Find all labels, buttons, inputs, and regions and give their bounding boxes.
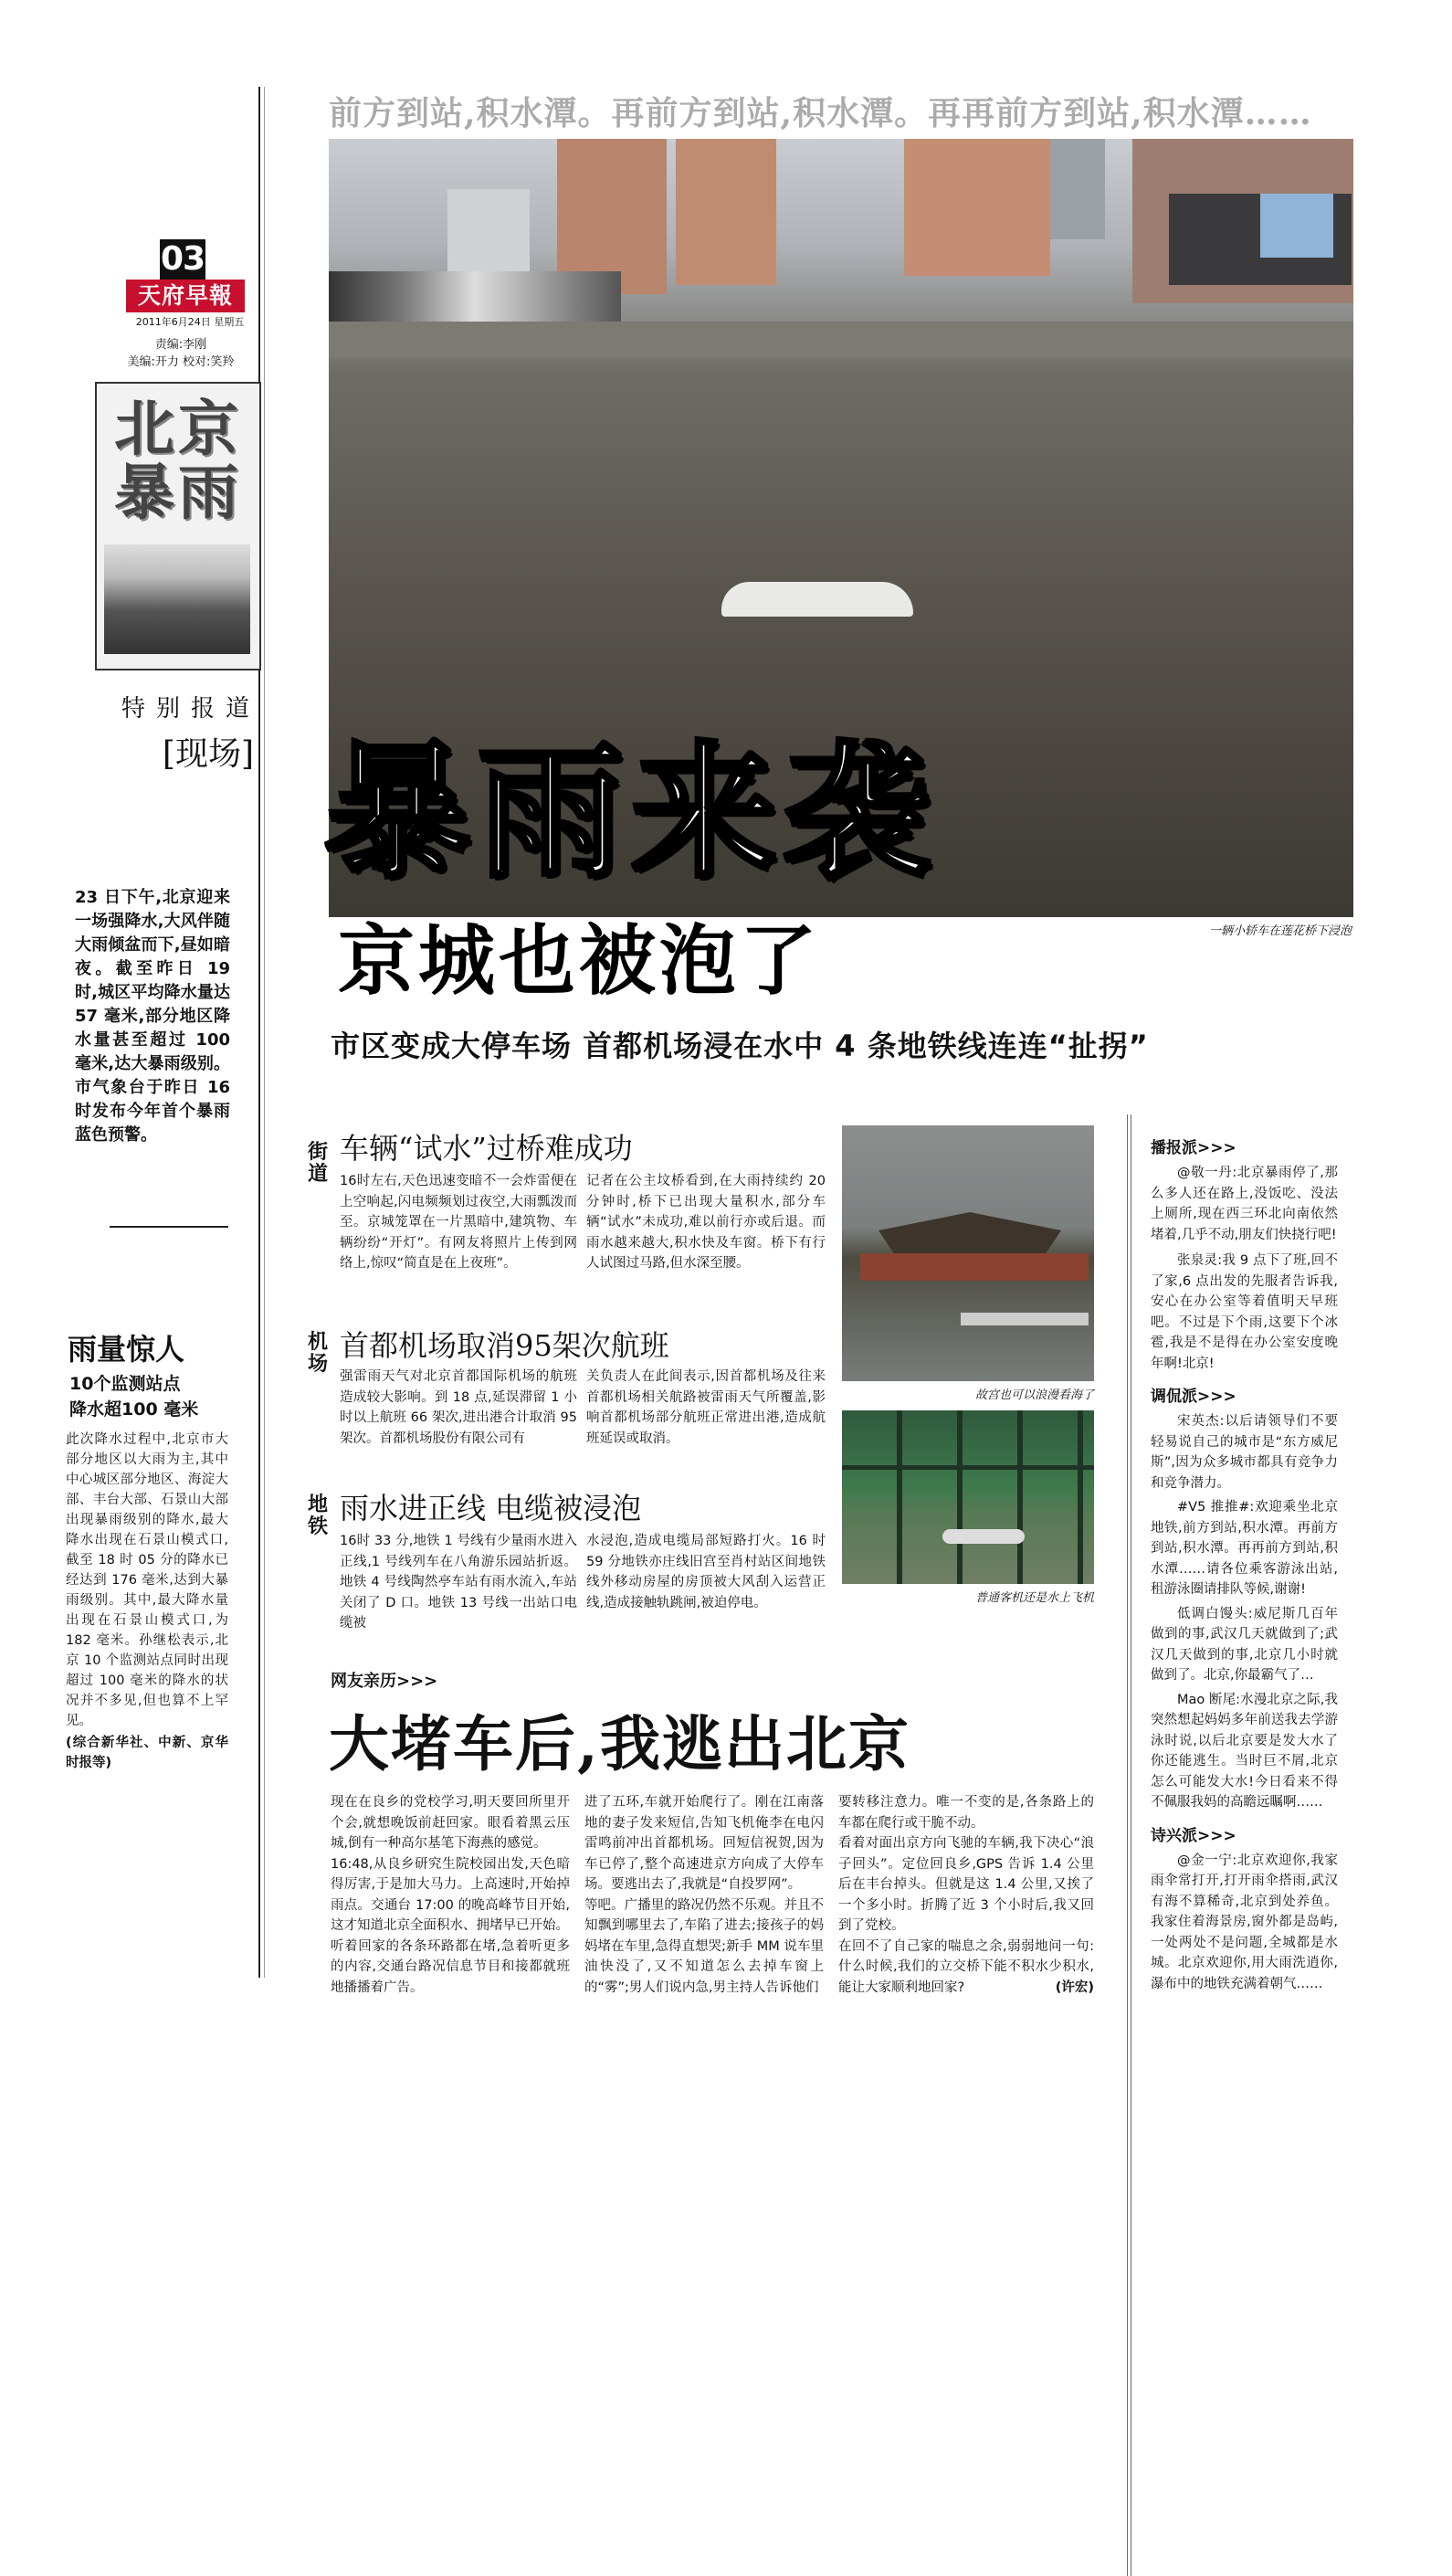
airport-photo <box>842 1410 1094 1584</box>
section-title-airport: 首都机场取消95架次航班 <box>340 1328 669 1363</box>
section-logo-line2: 暴雨 <box>114 457 242 528</box>
main-photo-caption: 一辆小轿车在莲花桥下浸泡 <box>1208 924 1352 938</box>
section-title-subway: 雨水进正线 电缆被浸泡 <box>340 1491 642 1526</box>
group-head-tease: 调侃派>>> <box>1151 1388 1236 1406</box>
rain-box-source: (综合新华社、中新、京华时报等) <box>66 1736 228 1770</box>
story-col2: 进了五环,车就开始爬行了。刚在江南落地的妻子发来短信,告知飞机俺李在电闪雷鸣前冲出首都机场。回短信祝贺,因为车已停了,整个高速进京方向成了大停车场。要逃出去了,我就是“自投罗网”。 等吧。广播里的路况仍然不乐观。并且不知飘到哪里去了,车陷了进去;接孩子的妈妈堵在车里,急得直想哭;新手 MM 说车里油快没了,又不知道怎么去掉车窗上的“雾”;男人们说内急,男主持人告诉他们 <box>584 1795 824 1995</box>
editor-credit: 责编:李刚 <box>154 338 207 352</box>
paper-name: 天府早報 <box>126 280 245 312</box>
microblog-entry: Mao 断尾:水漫北京之际,我突然想起妈妈多年前送我去学游泳时说,以后北京要是发大水了你还能逃生。当时巨不屑,北京怎么可能发大水!今日看来不得不佩服我妈的高瞻远瞩啊…… <box>1151 1692 1338 1810</box>
section-street-col1: 16时左右,天色迅速变暗不一会炸雷便在上空响起,闪电频频划过夜空,大雨瓢泼而至。京城笼罩在一片黑暗中,建筑物、车辆纷纷“开灯”。有网友将照片上传到网络上,惊叹“简直是在上夜班”。 <box>340 1174 577 1271</box>
group-head-broadcast: 播报派>>> <box>1151 1139 1236 1157</box>
paper-date: 2011年6月24日 星期五 <box>135 316 245 328</box>
section-logo-line1: 北京 <box>114 393 242 464</box>
headline-secondary: 京城也被泡了 <box>338 916 821 1006</box>
scene-tag: [现场] <box>162 735 254 773</box>
rain-box-text: 此次降水过程中,北京市大部分地区以大雨为主,其中中心城区部分地区、海淀大部、丰台大部、石景山大部出现暴雨级别的降水,最大降水出现在石景山模式口,截至 18 时 05 分的降水已经达到 176 毫米,达到大暴雨级别。其中,最大降水量出现在石景山模式口,为 182 毫米。孙继松表示,北京 10 个监测站点同时出现超过 100 毫米的降水的状况并不多见,但也算不上罕见。 <box>66 1432 228 1728</box>
section-subway-col1: 16时 33 分,地铁 1 号线有少量雨水进入正线,1 号线列车在八角游乐园站折返。地铁 4 号线陶然亭车站有雨水流入,车站关闭了 D 口。地铁 13 号线一出站口电缆被 <box>340 1534 577 1631</box>
section-tag-subway: 地铁 <box>307 1494 328 1538</box>
microblog-entry: #V5 推推#:欢迎乘坐北京地铁,前方到站,积水潭。再前方到站,积水潭。再再前方到站,积水潭……请各位乘客游泳出站,租游泳圈请排队等候,谢谢! <box>1151 1500 1338 1597</box>
section-logo <box>95 382 261 670</box>
group-head-poetry: 诗兴派>>> <box>1151 1826 1236 1845</box>
microblog-column <box>1151 1135 1338 1994</box>
microblog-entry: 宋英杰:以后请领导们不要轻易说自己的城市是“东方威尼斯”,因为众多城市都具有竞争力和竞争潜力。 <box>1151 1414 1338 1491</box>
top-slogan: 前方到站,积水潭。再前方到站,积水潭。再再前方到站,积水潭…… <box>329 94 1312 132</box>
section-airport-col2: 关负责人在此间表示,因首都机场及往来首都机场相关航路被雷雨天气所覆盖,影响首都机场部分航班正常进出港,造成航班延误或取消。 <box>586 1369 826 1446</box>
design-credit: 美编:开力 校对:笑羚 <box>127 355 235 369</box>
forbidden-city-caption: 故宫也可以浪漫看海了 <box>974 1388 1094 1402</box>
section-tag-street: 街道 <box>307 1141 328 1186</box>
headline-main: 暴雨来袭 <box>324 727 939 898</box>
forbidden-city-photo <box>842 1125 1094 1381</box>
column-rule <box>1127 1114 1128 2576</box>
left-column-rule-thin <box>264 87 265 1978</box>
microblog-entry: 低调白馒头:威尼斯几百年做到的事,武汉几天就做到了;武汉几天做到的事,北京几小时就做到了。北京,你最霸气了… <box>1151 1606 1338 1683</box>
section-tag-airport: 机场 <box>307 1331 328 1376</box>
rain-box-body <box>66 1430 228 1773</box>
section-street-col2: 记者在公主坟桥看到,在大雨持续约 20 分钟时,桥下已出现大量积水,部分车辆“试水”未成功,难以前行亦或后退。而雨水越来越大,积水快及车窗。桥下有行人试图过马路,但水深至腰。 <box>586 1174 826 1271</box>
microblog-entry: @敬一丹:北京暴雨停了,那么多人还在路上,没饭吃、没法上厕所,现在西三环北向南依然堵着,几乎不动,朋友们快挠行吧! <box>1151 1166 1338 1242</box>
rain-box-title: 雨量惊人 <box>68 1332 185 1367</box>
section-logo-text <box>97 393 259 528</box>
headline-deck: 市区变成大停车场 首都机场浸在水中 4 条地铁线连连“扯拐” <box>331 1029 1149 1063</box>
section-title-street: 车辆“试水”过桥难成功 <box>340 1131 633 1166</box>
section-subway-col2: 水浸泡,造成电缆局部短路打火。16 时 59 分地铁亦庄线旧宫至肖村站区间地铁线外移动房屋的房顶被大风刮入运营正线,造成接触轨跳闸,被迫停电。 <box>586 1534 826 1610</box>
story-byline: (许宏) <box>1055 1980 1094 1995</box>
rain-box-sub1: 10个监测站点 <box>69 1374 181 1394</box>
rain-box-sub2: 降水超100 毫米 <box>69 1399 199 1420</box>
story-col3-wrap <box>838 1792 1094 1999</box>
page-number: 03 <box>160 240 205 278</box>
microblog-entry: 张泉灵:我 9 点下了班,回不了家,6 点出发的先服者告诉我,安心在办公室等着值明天早班吧。不过是下个雨,这要下个冰雹,我是不是得在办公室安度晚年啊!北京! <box>1151 1253 1338 1371</box>
left-divider <box>110 1226 228 1228</box>
section-logo-photo <box>104 544 250 654</box>
airport-caption: 普通客机还是水上飞机 <box>974 1591 1094 1605</box>
story-col1: 现在在良乡的党校学习,明天要回所里开个会,就想晚饭前赶回家。眼看着黑云压城,倒有一种高尔基笔下海燕的感觉。 16:48,从良乡研究生院校园出发,天色暗得厉害,于是加大马力。上高速时,开始掉雨点。交通台 17:00 的晚高峰节目开始,这才知道北京全面积水、拥堵早已开始。 听着回家的各条环路都在堵,急着听更多的内容,交通台路况信息节目和接都就班地播播着广告。 <box>331 1795 570 1995</box>
story-col3: 要转移注意力。唯一不变的是,各条路上的车都在爬行或干脆不动。 看着对面出京方向飞驰的车辆,我下决心“浪子回头”。定位回良乡,GPS 告诉 1.4 公里后在丰台掉头。但就是这 1.4 公里,又挨了一个多小时。折腾了近 3 个小时后,我又回到了党校。 在回不了自己家的喘息之余,弱弱地问一句:什么时候,我们的立交桥下能不积水少积水,能让大家顺利地回家? <box>838 1795 1094 1995</box>
special-report-label: 特别报道 <box>121 695 260 723</box>
section-airport-col1: 强雷雨天气对北京首都国际机场的航班造成较大影响。到 18 点,延误滞留 1 小时以上航班 66 架次,进出港合计取消 95 架次。首都机场股份有限公司有 <box>340 1369 577 1446</box>
microblog-entry: @金一宁:北京欢迎你,我家雨伞常打开,打开雨伞搭雨,武汉有海不算稀奇,北京到处养鱼。我家住着海景房,窗外都是岛屿,一处两处不是问题,全城都是水城。北京欢迎你,用大雨洗逍你,瀑布中的地铁充满着朝气…… <box>1151 1853 1338 1991</box>
story-tag: 网友亲历>>> <box>331 1672 438 1691</box>
left-column-rule <box>258 87 260 1978</box>
intro-paragraph: 23 日下午,北京迎来一场强降水,大风伴随大雨倾盆而下,昼如暗夜。截至昨日 19 时,城区平均降水量达 57 毫米,部分地区降水量甚至超过 100 毫米,达大暴雨级别。市气象台于昨日 16 时发布今年首个暴雨蓝色预警。 <box>75 888 230 1145</box>
story-title: 大堵车后,我逃出北京 <box>329 1708 910 1779</box>
